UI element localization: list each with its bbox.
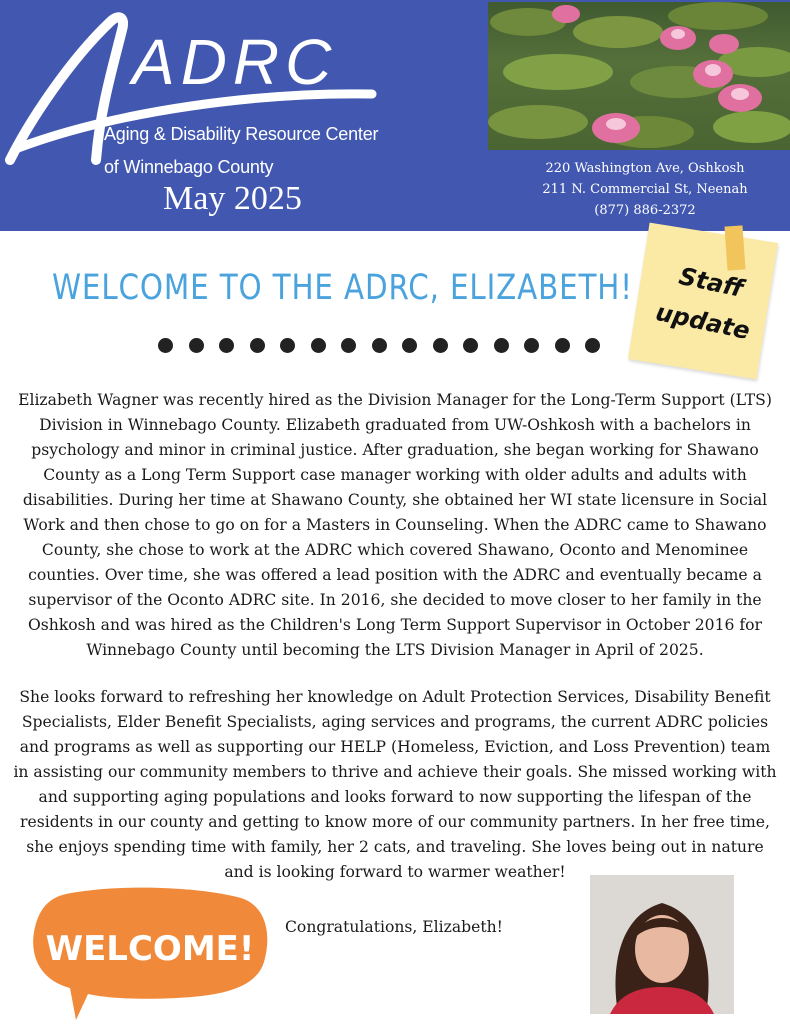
dotted-divider	[150, 334, 610, 358]
tape-strip	[724, 225, 745, 270]
article-paragraph: She looks forward to refreshing her knowledge on Adult Protection Services, Disability Benefit Specialists, Elder Benefit Specialists, aging services and programs, the current ADRC policies and programs as well as supporting our HELP (Homeless, Eviction, and Loss Prevention) team in assisting our community members to thrive and achieve their goals. She missed working with and supporting aging populations and looks forward to now supporting the lifespan of the residents in our county and getting to know more of our community partners. In her free time, she enjoys spending time with family, her 2 cats, and traveling. She loves being out in nature and is looking forward to warmer weather!	[13, 688, 777, 881]
divider-dot	[341, 338, 356, 353]
divider-dot	[585, 338, 600, 353]
header-banner	[0, 0, 790, 231]
water-lily-image	[488, 2, 790, 150]
sticky-note-line: Staff	[676, 261, 746, 303]
org-name-line2: of Winnebago County	[104, 157, 274, 177]
divider-dot	[189, 338, 204, 353]
divider-dot	[158, 338, 173, 353]
divider-dot	[250, 338, 265, 353]
logo-wordmark: ADRC	[132, 26, 338, 98]
portrait-photo	[590, 875, 734, 1014]
divider-dot	[402, 338, 417, 353]
divider-dot	[555, 338, 570, 353]
issue-date: May 2025	[163, 180, 302, 217]
article-headline: WELCOME TO THE ADRC, ELIZABETH!	[52, 268, 633, 308]
article-paragraph: Elizabeth Wagner was recently hired as the Division Manager for the Long-Term Support (LTS) Division in Winnebago County. Elizabeth graduated from UW-Oshkosh with a bachelors in psychology and minor in criminal justice. After graduation, she began working for Shawano County as a Long Term Support case manager working with older adults and adults with disabilities. During her time at Shawano County, she obtained her WI state licensure in Social Work and then chose to go on for a Masters in Counseling. When the ADRC came to Shawano County, she chose to work at the ADRC which covered Shawano, Oconto and Menominee counties. Over time, she was offered a lead position with the ADRC and eventually became a supervisor of the Oconto ADRC site. In 2016, she decided to move closer to her family in the Oshkosh and was hired as the Children's Long Term Support Supervisor in October 2016 for Winnebago County until becoming the LTS Division Manager in April of 2025.	[18, 391, 772, 659]
elizabeth-portrait	[590, 875, 734, 1014]
address-line: 220 Washington Ave, Oshkosh	[545, 161, 745, 176]
org-name-line1: Aging & Disability Resource Center	[104, 124, 379, 144]
address-line: 211 N. Commercial St, Neenah	[542, 182, 748, 197]
article-body	[10, 388, 780, 907]
divider-dot	[219, 338, 234, 353]
divider-dot	[372, 338, 387, 353]
divider-dot	[433, 338, 448, 353]
divider-dot	[463, 338, 478, 353]
sticky-note-line: update	[653, 297, 753, 346]
contact-address	[500, 158, 790, 221]
water-lily-photo	[488, 2, 790, 150]
welcome-bubble-text: WELCOME!	[45, 929, 255, 969]
divider-dot	[494, 338, 509, 353]
welcome-speech-bubble	[26, 884, 276, 1024]
divider-dot	[311, 338, 326, 353]
divider-dot	[280, 338, 295, 353]
phone-number: (877) 886-2372	[594, 203, 696, 218]
closing-line: Congratulations, Elizabeth!	[285, 918, 503, 936]
divider-dot	[524, 338, 539, 353]
